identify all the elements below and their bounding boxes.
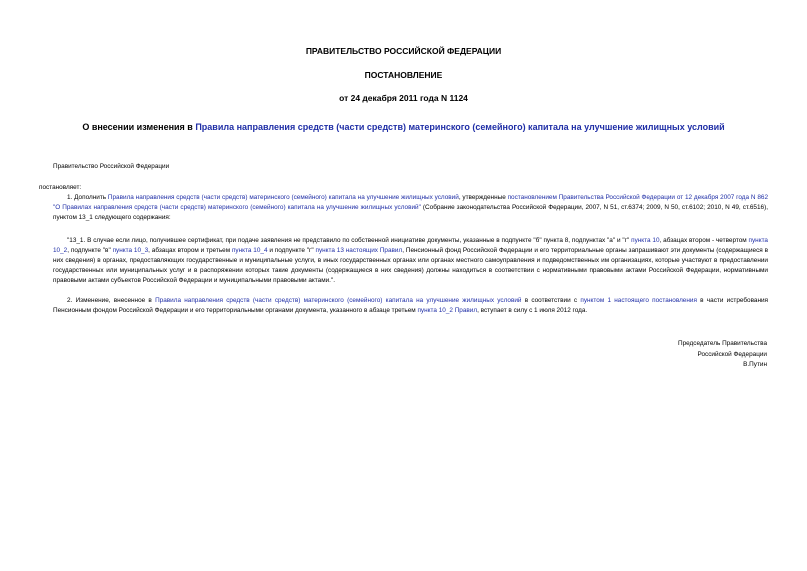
quote-text-2: , абзацах втором - четвертом [659, 237, 749, 244]
p1-decree-862-link[interactable]: постановлением Правительства Российской Федерации от 12 декабря 2007 года N 862 "О Правилах направления средств (части средств) материнского (семейного) капитала на улучшение жилищных условий" [53, 194, 769, 211]
p2-text-1: 2. Изменение, внесенное в [67, 297, 156, 304]
subject-prefix: О внесении изменения в [82, 122, 196, 132]
point-10-3-link[interactable]: пункта 10_3 [112, 247, 149, 254]
decrees-text: постановляет: [39, 184, 82, 191]
date-number-heading: от 24 декабря 2011 года N 1124 [339, 93, 468, 103]
p2-text-3: в части истребования Пенсионным фондом Российской Федерации и его территориальными органами документа, указанного в абзаце третьем [53, 297, 769, 314]
paragraph-1 [53, 193, 768, 223]
point-10-link[interactable]: пункта 10 [631, 237, 660, 244]
quote-text-6: , Пенсионный фонд Российской Федерации и его территориальные органы запрашивают эти документы (содержащиеся в них сведения) в органах, предоставляющих государственные и муниципальные услуги, в иных государственных органах или органах местного самоуправления и подведомственных им организациях, которые участвуют в предоставлении государственных или муниципальных услуг и в распоряжении которых такие документы (содержащиеся в них сведения) должны находиться в соответствии с нормативными правовыми актами Российской Федерации, нормативными правовыми актами субъектов Российской Федерации и муниципальными правовыми актами.". [53, 247, 768, 284]
p2-rules-link[interactable]: Правила направления средств (части средств) материнского (семейного) капитала на улучшение жилищных условий [155, 297, 522, 304]
paragraph-2 [53, 296, 768, 316]
quoted-paragraph-13-1 [53, 236, 768, 286]
p1-text-2: , утвержденные [458, 194, 508, 201]
subject-rules-link[interactable]: Правила направления средств (части средств) материнского (семейного) капитала на улучшение жилищных условий [195, 122, 725, 132]
signature-name: В.Путин [743, 361, 767, 368]
issuer-text: Правительство Российской Федерации [53, 163, 170, 170]
signature-block [678, 339, 767, 371]
quote-text-4: , абзацах втором и третьем [148, 247, 232, 254]
quote-text-5: и подпункте "г" [267, 247, 316, 254]
p2-text-2: в соответствии с [521, 297, 581, 304]
p2-text-4: , вступает в силу с 1 июля 2012 года. [477, 307, 588, 314]
government-heading: ПРАВИТЕЛЬСТВО РОССИЙСКОЙ ФЕДЕРАЦИИ [305, 46, 502, 56]
quote-text-3: , подпункте "в" [67, 247, 113, 254]
point-10-2-link[interactable]: пункта 10_2 [53, 237, 768, 254]
quote-text-1: "13_1. В случае если лицо, получившее сертификат, при подаче заявления не представило по собственной инициативе документы, указанные в подпункте "б" пункта 8, подпунктах "а" и "г" [67, 237, 632, 244]
p2-point-10-2-link[interactable]: пункта 10_2 Правил [417, 307, 478, 314]
p2-point-1-link[interactable]: пунктом 1 настоящего постановления [580, 297, 697, 304]
point-13-rules-link[interactable]: пункта 13 настоящих Правил [315, 247, 403, 254]
signature-title-2: Российской Федерации [697, 350, 767, 358]
document-subject [30, 121, 777, 133]
p1-rules-link[interactable]: Правила направления средств (части средств) материнского (семейного) капитала на улучшение жилищных условий [107, 194, 459, 201]
p1-text-1: 1. Дополнить [67, 194, 108, 201]
p1-text-3: (Собрание законодательства Российской Федерации, 2007, N 51, ст.6374; 2009, N 50, ст.6102; 2010, N 49, ст.6516), пунктом 13_1 следующего содержания: [53, 204, 768, 221]
signature-title-1: Председатель Правительства [678, 340, 767, 347]
point-10-4-link[interactable]: пункта 10_4 [231, 247, 268, 254]
document-type-heading: ПОСТАНОВЛЕНИЕ [364, 70, 443, 80]
